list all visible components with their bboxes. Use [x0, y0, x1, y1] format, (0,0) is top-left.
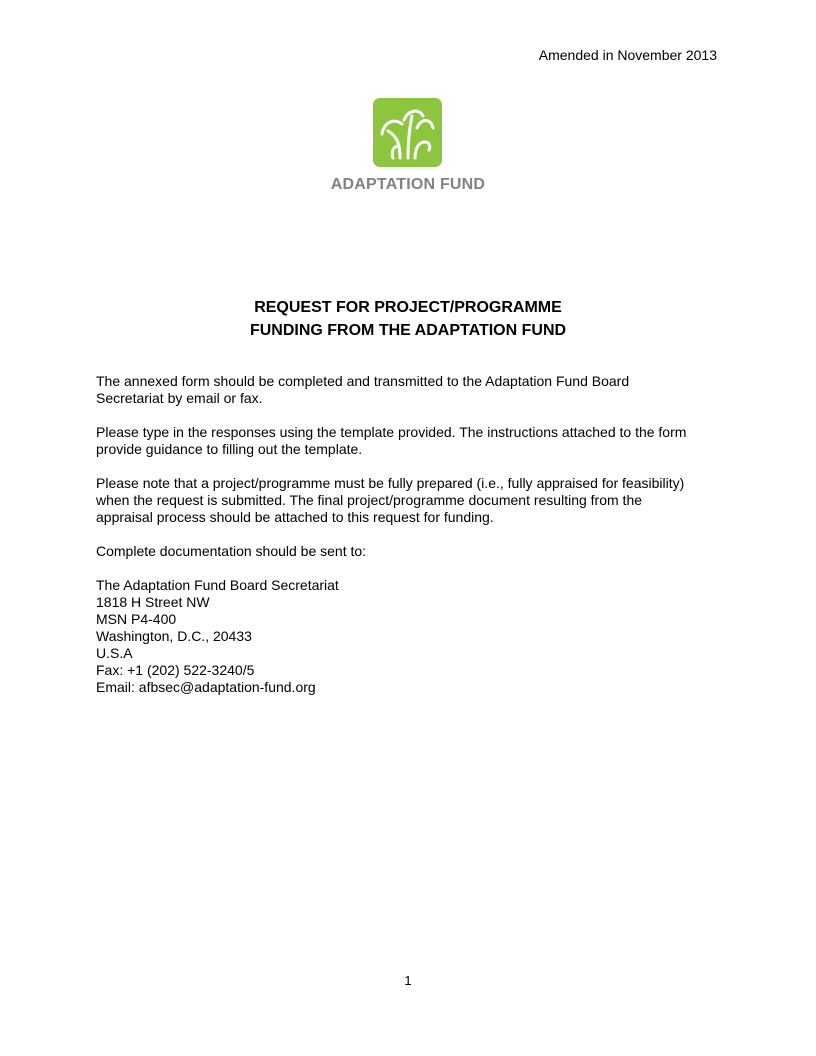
address-line: The Adaptation Fund Board Secretariat [96, 577, 339, 593]
title-line-1: REQUEST FOR PROJECT/PROGRAMME [254, 299, 562, 316]
text-line: Please type in the responses using the template provided. The instructions attached to the form [96, 424, 687, 440]
title-line-2: FUNDING FROM THE ADAPTATION FUND [249, 322, 567, 339]
page-number: 1 [404, 973, 412, 988]
paragraph-template [96, 424, 736, 458]
fax-line: Fax: +1 (202) 522-3240/5 [96, 662, 255, 678]
logo-wordmark: ADAPTATION FUND [330, 176, 486, 193]
address-line: MSN P4-400 [96, 611, 177, 627]
document-body [96, 373, 736, 696]
address-block [96, 577, 736, 696]
address-line: U.S.A [96, 645, 133, 661]
text-line: Please note that a project/programme must be fully prepared (i.e., fully appraised for feasibility) [96, 475, 685, 491]
text-line: The annexed form should be completed and transmitted to the Adaptation Fund Board [96, 373, 630, 389]
text-line: provide guidance to filling out the template. [96, 441, 363, 457]
text-line: Secretariat by email or fax. [96, 390, 263, 406]
address-line: Washington, D.C., 20433 [96, 628, 252, 644]
paragraph-submission [96, 373, 736, 407]
adaptation-fund-logo-icon [373, 98, 442, 167]
page-title [60, 296, 756, 342]
text-line: Complete documentation should be sent to: [96, 543, 367, 559]
email-line: Email: afbsec@adaptation-fund.org [96, 679, 316, 695]
amended-date: Amended in November 2013 [538, 47, 717, 63]
paragraph-documentation [96, 543, 736, 560]
text-line: appraisal process should be attached to this request for funding. [96, 509, 494, 525]
text-line: when the request is submitted. The final project/programme document resulting from the [96, 492, 643, 508]
address-line: 1818 H Street NW [96, 594, 210, 610]
paragraph-preparation [96, 475, 736, 526]
